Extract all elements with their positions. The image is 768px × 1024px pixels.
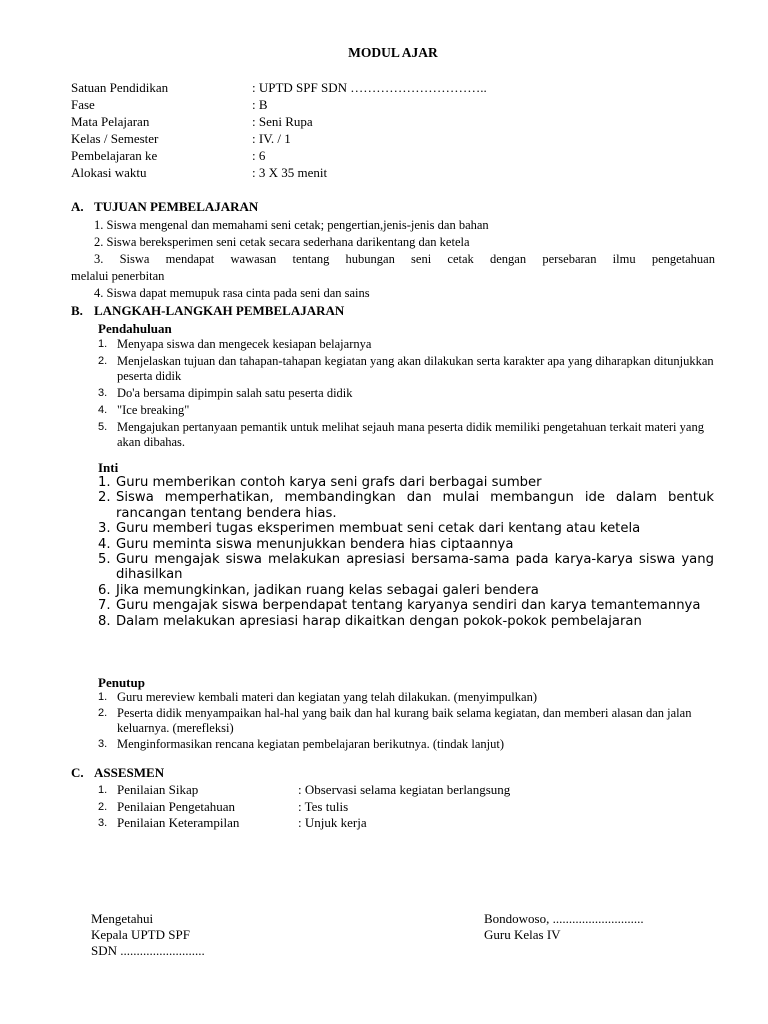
assessment-row: [98, 815, 510, 832]
assessment-row: [98, 782, 510, 799]
identity-label: Satuan Pendidikan: [71, 80, 169, 95]
item-text: Guru memberi tugas eksperimen membuat seni cetak dari kentang atau ketela: [116, 521, 641, 537]
item-text: Do'a bersama dipimpin salah satu peserta didik: [117, 386, 353, 400]
identity-row: [71, 96, 487, 113]
pendahuluan-heading: Pendahuluan: [98, 321, 172, 336]
list-item: [98, 354, 714, 384]
assessment-label: Penilaian Keterampilan: [117, 815, 240, 830]
penutup-list: [98, 690, 714, 752]
item-text: Menyapa siswa dan mengecek kesiapan belajarnya: [117, 337, 372, 351]
signature-line: Bondowoso, ............................: [484, 911, 644, 926]
section-c-heading: [71, 765, 164, 781]
penutup-heading: Penutup: [98, 675, 145, 690]
identity-row: [71, 113, 487, 130]
item-text: Menginformasikan rencana kegiatan pembelajaran berikutnya. (tindak lanjut): [117, 737, 504, 751]
pendahuluan-list: [98, 337, 714, 450]
identity-row: [71, 130, 487, 147]
identity-label: Alokasi waktu: [71, 165, 147, 180]
identity-label: Mata Pelajaran: [71, 114, 150, 129]
signature-right: [484, 911, 644, 943]
section-letter: A.: [71, 199, 84, 214]
signature-left: [91, 911, 205, 959]
section-title: ASSESMEN: [94, 765, 165, 780]
assessment-value: : Tes tulis: [298, 798, 349, 814]
section-b-heading: [71, 303, 344, 319]
identity-value: : 6: [252, 148, 266, 163]
item-text: Menjelaskan tujuan dan tahapan-tahapan kegiatan yang akan dilakukan serta karakter apa yang diharapkan ditunjukkan peserta didik: [117, 354, 714, 383]
identity-row: [71, 164, 487, 181]
identity-value: : UPTD SPF SDN …………………………..: [252, 80, 487, 95]
identity-row: [71, 79, 487, 96]
list-item: [98, 337, 714, 352]
item-number: 1.: [98, 784, 108, 796]
identity-label: Fase: [71, 97, 95, 112]
list-item: [98, 490, 714, 521]
item-number: 1.: [98, 338, 108, 350]
item-text: "Ice breaking": [117, 403, 190, 417]
item-number: 7.: [98, 598, 111, 614]
item-number: 6.: [98, 582, 111, 598]
item-number: 3.: [98, 521, 111, 537]
list-item: 3. Siswa mendapat wawasan tentang hubungan seni cetak dengan persebaran ilmu pengetahuan: [94, 252, 715, 266]
item-text: Guru mereview kembali materi dan kegiatan yang telah dilakukan. (menyimpulkan): [117, 690, 537, 704]
list-item: [98, 537, 714, 552]
assessment-label: Penilaian Pengetahuan: [117, 798, 236, 814]
item-text: Guru mengajak siswa melakukan apresiasi bersama-sama pada karya-karya siswa yang dihasilkan: [116, 552, 714, 583]
list-item: [98, 614, 714, 629]
identity-label: Pembelajaran ke: [71, 148, 158, 163]
list-item-continuation: melalui penerbitan: [71, 269, 165, 283]
identity-value: : B: [252, 97, 268, 112]
assessment-row: [98, 799, 510, 816]
tujuan-list: [71, 217, 715, 302]
identity-block: [71, 79, 487, 181]
list-item: [98, 583, 714, 598]
item-text: Siswa memperhatikan, membandingkan dan mulai membangun ide dalam bentuk rancangan tentang bendera hias.: [116, 490, 714, 521]
section-title: LANGKAH-LANGKAH PEMBELAJARAN: [94, 303, 345, 318]
list-item: [98, 403, 714, 418]
section-letter: C.: [71, 765, 84, 780]
item-text: Guru memberikan contoh karya seni grafs dari berbagai sumber: [116, 475, 542, 490]
identity-value: : IV. / 1: [252, 131, 291, 146]
inti-list: [98, 475, 714, 629]
document-title: MODUL AJAR: [348, 45, 438, 60]
identity-row: [71, 147, 487, 164]
item-number: 3.: [98, 738, 108, 750]
item-text: Guru mengajak siswa berpendapat tentang karyanya sendiri dan karya temantemannya: [116, 598, 701, 614]
item-number: 3.: [98, 387, 108, 399]
list-item: [98, 386, 714, 401]
signature-line: Guru Kelas IV: [484, 927, 561, 942]
list-item: 4. Siswa dapat memupuk rasa cinta pada seni dan sains: [94, 286, 370, 300]
identity-value: : 3 X 35 menit: [252, 165, 328, 180]
identity-label: Kelas / Semester: [71, 131, 159, 146]
identity-value: : Seni Rupa: [252, 114, 313, 129]
list-item: 2. Siswa bereksperimen seni cetak secara sederhana darikentang dan ketela: [94, 235, 470, 249]
signature-line: Kepala UPTD SPF: [91, 927, 190, 942]
assessment-list: [98, 782, 510, 832]
section-letter: B.: [71, 303, 83, 318]
assessment-value: : Unjuk kerja: [298, 815, 367, 830]
item-number: 2.: [98, 800, 108, 813]
list-item: [98, 690, 714, 705]
list-item: [98, 737, 714, 752]
list-item: [98, 706, 714, 736]
item-number: 8.: [98, 613, 111, 629]
list-item: [98, 521, 714, 536]
section-a-heading: [71, 199, 258, 215]
assessment-value: : Observasi selama kegiatan berlangsung: [298, 782, 511, 797]
item-number: 2.: [98, 707, 108, 719]
list-item: [98, 552, 714, 583]
section-title: TUJUAN PEMBELAJARAN: [94, 199, 259, 214]
inti-heading: Inti: [98, 460, 119, 475]
signature-line: Mengetahui: [91, 911, 154, 926]
item-number: 3.: [98, 817, 108, 829]
item-text: Peserta didik menyampaikan hal-hal yang baik dan hal kurang baik selama kegiatan, dan memberi alasan dan jalan keluarnya. (merefleksi): [117, 706, 692, 735]
item-number: 5.: [98, 421, 108, 433]
item-text: Dalam melakukan apresiasi harap dikaitkan dengan pokok-pokok pembelajaran: [116, 613, 642, 629]
item-number: 4.: [98, 536, 111, 552]
list-item: [98, 598, 714, 613]
item-text: Guru meminta siswa menunjukkan bendera hias ciptaannya: [116, 536, 514, 552]
signature-line: SDN ..........................: [91, 943, 205, 958]
item-number: 2.: [98, 355, 108, 367]
assessment-label: Penilaian Sikap: [117, 782, 199, 797]
item-number: 2.: [98, 490, 111, 506]
item-number: 4.: [98, 404, 108, 416]
item-text: Mengajukan pertanyaan pemantik untuk melihat sejauh mana peserta didik memiliki pengetahuan terkait materi yang akan dibahas.: [117, 420, 704, 449]
item-number: 1.: [98, 475, 111, 490]
item-number: 1.: [98, 691, 108, 703]
item-text: Jika memungkinkan, jadikan ruang kelas sebagai galeri bendera: [116, 582, 539, 598]
item-number: 5.: [98, 552, 111, 568]
list-item: [98, 420, 714, 450]
list-item: 1. Siswa mengenal dan memahami seni cetak; pengertian,jenis-jenis dan bahan: [94, 218, 489, 232]
list-item: [98, 475, 714, 490]
